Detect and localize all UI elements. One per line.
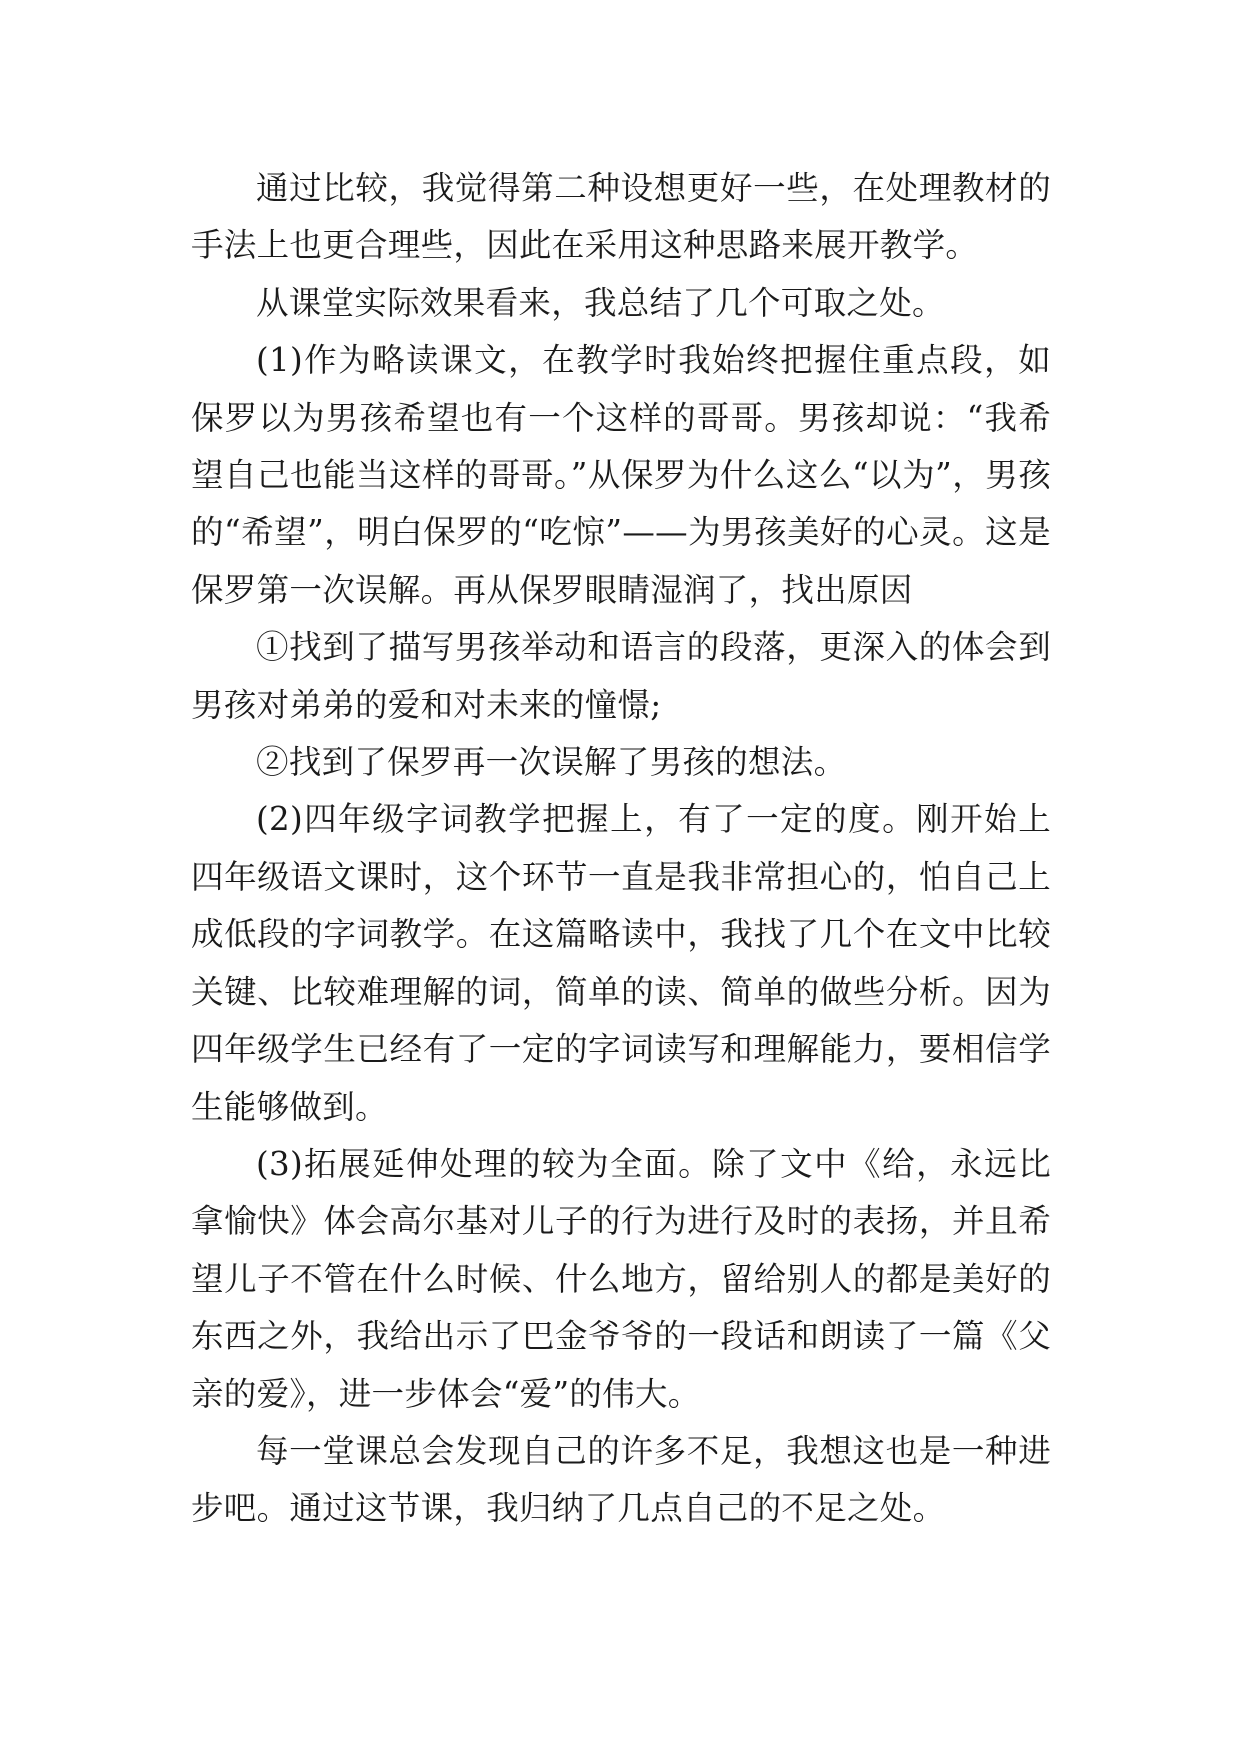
paragraph: 从课堂实际效果看来，我总结了几个可取之处。: [256, 283, 945, 322]
paragraph: (3)拓展延伸处理的较为全面。除了文中《给，永远比拿愉快》体会高尔基对儿子的行为进行及时的表扬，并且希望儿子不管在什么时候、什么地方，留给别人的都是美好的东西之外，我给出示了巴金爷爷的一段话和朗读了一篇《父亲的爱》，进一步体会“爱”的伟大。: [191, 1144, 1051, 1413]
paragraph: 通过比较，我觉得第二种设想更好一些，在处理教材的手法上也更合理些，因此在采用这种思路来展开教学。: [191, 169, 1051, 265]
paragraph: 每一堂课总会发现自己的许多不足，我想这也是一种进步吧。通过这节课，我归纳了几点自己的不足之处。: [191, 1431, 1051, 1528]
paragraph: ②找到了保罗再一次误解了男孩的想法。: [256, 743, 847, 782]
paragraph: (2)四年级字词教学把握上，有了一定的度。刚开始上四年级语文课时，这个环节一直是我非常担心的，怕自己上成低段的字词教学。在这篇略读中，我找了几个在文中比较关键、比较难理解的词，简单的读、简单的做些分析。因为四年级学生已经有了一定的字词读写和理解能力，要相信学生能够做到。: [191, 800, 1051, 1126]
paragraph: ①找到了描写男孩举动和语言的段落，更深入的体会到男孩对弟弟的爱和对未来的憧憬;: [191, 628, 1051, 724]
document-body: [191, 160, 1051, 1538]
paragraph: (1)作为略读课文，在教学时我始终把握住重点段，如保罗以为男孩希望也有一个这样的哥哥。男孩却说：“我希望自己也能当这样的哥哥。”从保罗为什么这么“以为”，男孩的“希望”，明白保罗的“吃惊”——为男孩美好的心灵。这是保罗第一次误解。再从保罗眼睛湿润了，找出原因: [191, 341, 1051, 609]
